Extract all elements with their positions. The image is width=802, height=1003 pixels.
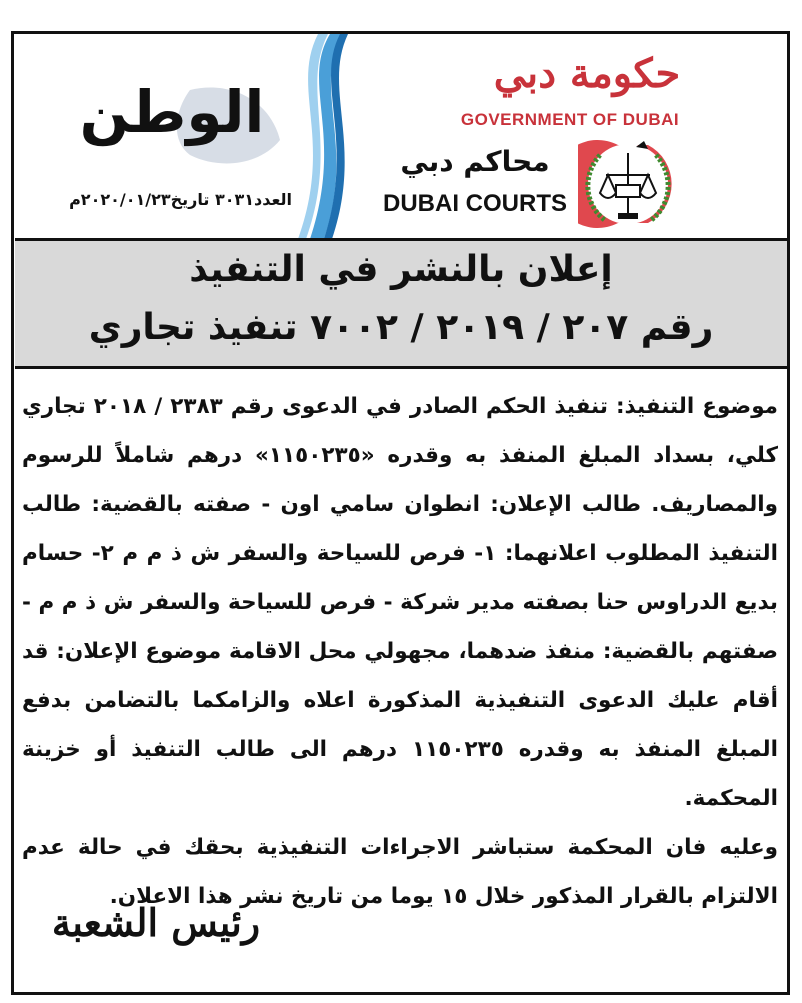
government-logo-arabic: حكومة دبي: [493, 50, 681, 97]
courts-name-arabic: محاكم دبي: [400, 145, 550, 178]
newspaper-name: الوطن: [79, 78, 265, 146]
signature: رئيس الشعبة: [51, 900, 261, 945]
case-number: رقم ٢٠٧ / ٢٠١٩ / ٧٠٠٢ تنفيذ تجاري: [88, 307, 714, 348]
body-paragraph-2: وعليه فان المحكمة ستباشر الاجراءات التنفيذية بحقك في حالة عدم الالتزام بالقرار المذكور خلال ١٥ يوما من تاريخ نشر هذا الاعلان.: [22, 835, 778, 909]
newspaper-wave-logo: [290, 34, 348, 239]
body-paragraph-1: موضوع التنفيذ: تنفيذ الحكم الصادر في الدعوى رقم ٢٣٨٣ / ٢٠١٨ تجاري كلي، بسداد المبلغ المنفذ به وقدره «١١٥٠٢٣٥» درهم شاملاً للرسوم والمصاريف. طالب الإعلان: انطوان سامي اون - صفته بالقضية: طالب التنفيذ المطلوب اعلانهما: ١- فرص للسياحة والسفر ش ذ م م ٢- حسام بديع الدراوس حنا بصفته مدير شركة - فرص للسياحة والسفر ش ذ م م - صفتهم بالقضية: منفذ ضدهما، مجهولي محل الاقامة موضوع الإعلان: قد أقام عليك الدعوى التنفيذية المذكورة اعلاه والزامكما بالتضامن بدفع المبلغ المنفذ به وقدره ١١٥٠٢٣٥ درهم الى طالب التنفيذ أو خزينة المحكمة.: [22, 394, 778, 811]
issue-line: العدد٣٠٣١ تاريخ٢٠٢٠/٠١/٢٣م: [69, 190, 292, 209]
notice-title: إعلان بالنشر في التنفيذ: [189, 249, 613, 290]
title-band: [15, 238, 787, 369]
dubai-courts-emblem-icon: [578, 135, 706, 233]
courts-name-english: DUBAI COURTS: [383, 190, 567, 217]
notice-body: [22, 382, 778, 921]
government-logo-english: GOVERNMENT OF DUBAI: [460, 110, 680, 129]
